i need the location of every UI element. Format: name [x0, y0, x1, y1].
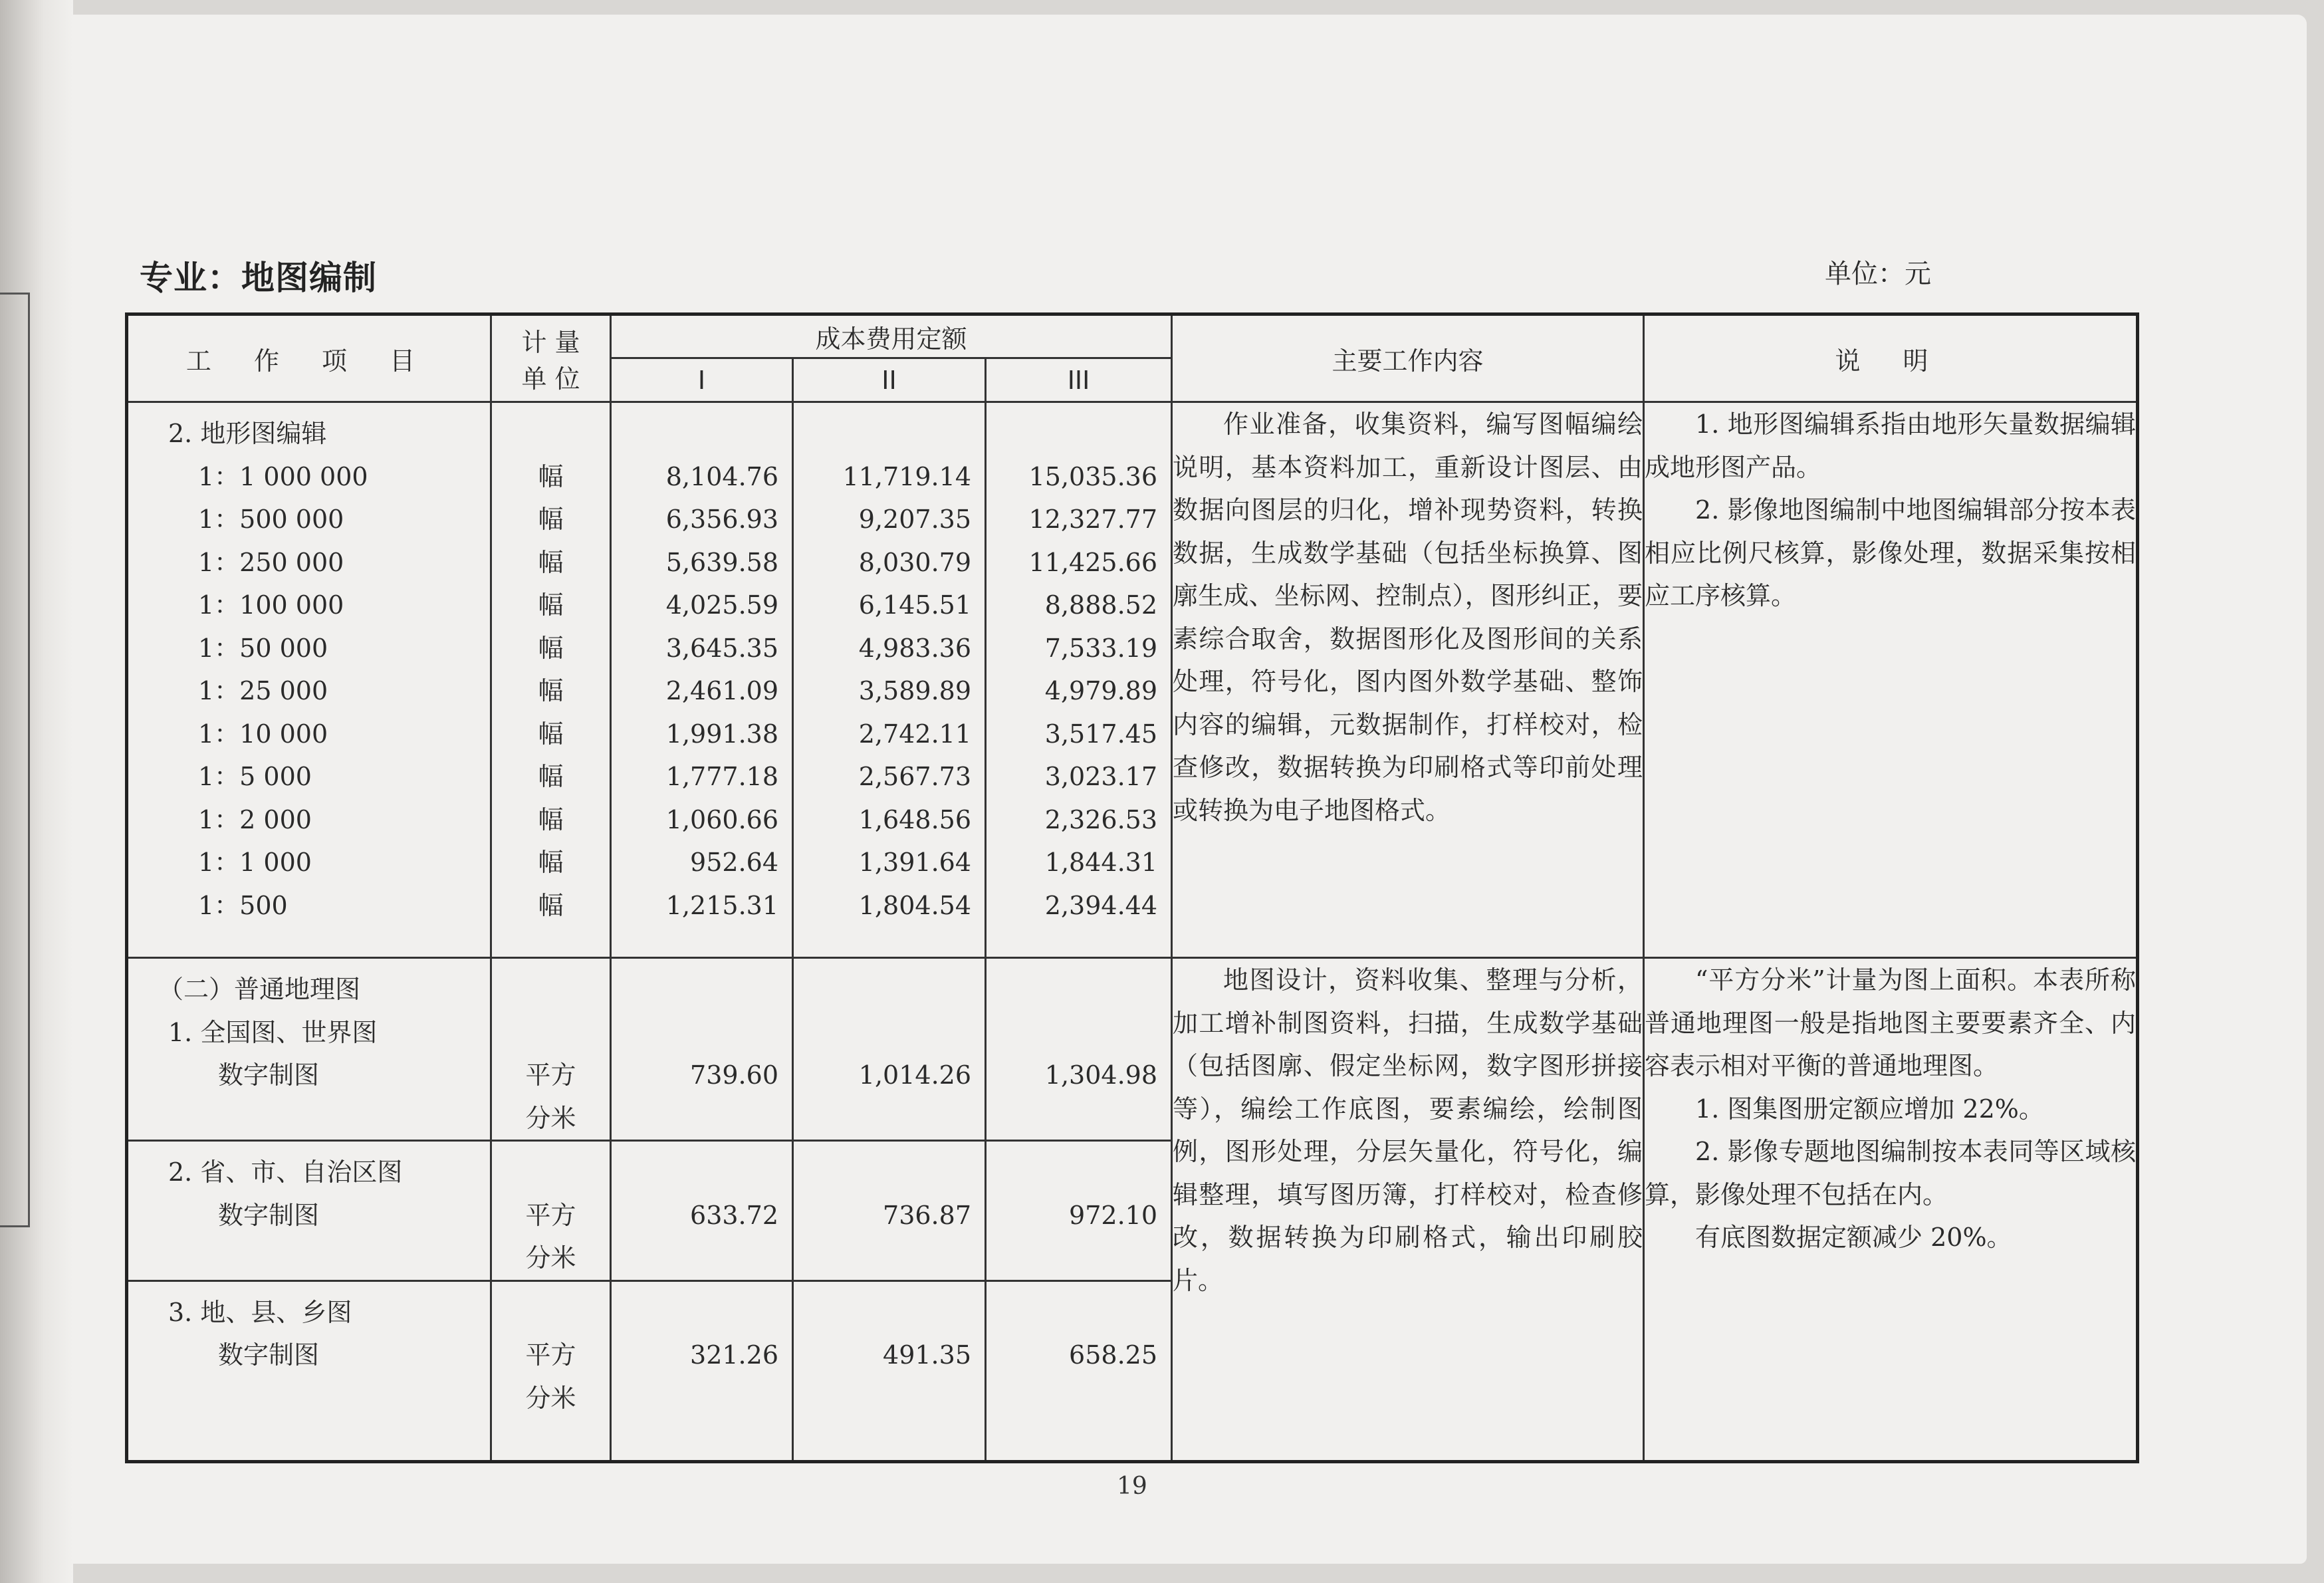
cost-cell: 8,104.76: [665, 461, 778, 491]
scale-cell: 1：50 000: [198, 633, 328, 663]
scale-cell: 1：5 000: [198, 762, 312, 791]
item-name: 3. 地、县、乡图: [168, 1297, 352, 1327]
scale-cell: 1：500 000: [198, 505, 344, 534]
page-title: 专业：地图编制: [140, 259, 377, 297]
cost-cell: 491.35: [883, 1340, 971, 1370]
header-cost: 成本费用定额: [611, 314, 1172, 358]
section1-units: [491, 402, 611, 958]
unit-cell: 幅: [538, 676, 564, 705]
binding-edge-line: [0, 293, 30, 1227]
cost-cell: 11,719.14: [842, 461, 971, 491]
header-note: 说 明: [1644, 314, 2138, 402]
section2-notes: [1644, 958, 2138, 1462]
cost-cell: 1,304.98: [1044, 1060, 1158, 1090]
cost-cell: 658.25: [1069, 1340, 1158, 1370]
scale-cell: 1：10 000: [198, 719, 328, 749]
cost-cell: 5,639.58: [665, 547, 778, 577]
unit-cell: 幅: [538, 719, 564, 749]
cost-cell: 6,145.51: [858, 590, 971, 620]
section1-level-iii: [986, 402, 1172, 958]
section2-row3-level-ii: [793, 1280, 986, 1461]
unit-cell: 幅: [538, 633, 564, 663]
note-paragraph: “平方分米”计量为图上面积。本表所称普通地理图一般是指地图主要要素齐全、内容表示相对平衡的普通地理图。: [1645, 965, 2137, 1080]
cost-cell: 1,060.66: [665, 804, 778, 834]
header-unit-top: 计 量: [521, 328, 580, 357]
note-paragraph: 1. 图集图册定额应增加 22%。: [1695, 1094, 2044, 1124]
unit-cell: 平方: [525, 1340, 576, 1370]
section2-row3-level-iii: [986, 1280, 1172, 1461]
scale-cell: 1：1 000: [198, 848, 312, 877]
binding-edge: [0, 0, 73, 1583]
section2-row2-level-ii: [793, 1141, 986, 1281]
cost-cell: 2,567.73: [858, 762, 971, 791]
unit-cell: 分米: [525, 1103, 576, 1133]
item-name-sub: 数字制图: [218, 1200, 320, 1230]
cost-cell: 972.10: [1069, 1200, 1158, 1230]
section2-row1-unit: [491, 958, 611, 1141]
section2-row1-level-i: [611, 958, 793, 1141]
cost-cell: 1,777.18: [665, 762, 778, 791]
cost-cell: 3,517.45: [1044, 719, 1158, 749]
section1-level-ii: [793, 402, 986, 958]
cost-cell: 2,742.11: [858, 719, 971, 749]
section1-items: [127, 402, 491, 958]
cost-cell: 739.60: [690, 1060, 778, 1090]
section1-notes: [1644, 402, 2138, 958]
page-number: 19: [1117, 1473, 1147, 1500]
unit-cell: 幅: [538, 590, 564, 620]
cost-cell: 1,391.64: [858, 848, 971, 877]
cost-cell: 1,014.26: [858, 1060, 971, 1090]
unit-label: 单位：元: [1825, 259, 1931, 289]
header-work: 主要工作内容: [1172, 314, 1644, 402]
unit-cell: 幅: [538, 804, 564, 834]
note-paragraph: 1. 地形图编辑系指由地形矢量数据编辑成地形图产品。: [1645, 410, 2137, 482]
unit-cell: 幅: [538, 547, 564, 577]
cost-cell: 15,035.36: [1028, 461, 1158, 491]
cost-cell: 2,326.53: [1044, 804, 1158, 834]
scale-cell: 1：2 000: [198, 804, 312, 834]
cost-cell: 12,327.77: [1028, 505, 1158, 534]
cost-cell: 4,983.36: [858, 633, 971, 663]
section2-row2-level-iii: [986, 1141, 1172, 1281]
cost-cell: 1,215.31: [665, 890, 778, 920]
item-name: 2. 省、市、自治区图: [168, 1157, 403, 1187]
scale-cell: 1：100 000: [198, 590, 344, 620]
cost-cell: 7,533.19: [1044, 633, 1158, 663]
unit-cell: 幅: [538, 762, 564, 791]
section2-row1-level-iii: [986, 958, 1172, 1141]
section1-level-i: [611, 402, 793, 958]
item-name-sub: 数字制图: [218, 1340, 320, 1370]
cost-cell: 8,030.79: [858, 547, 971, 577]
work-paragraph: 地图设计，资料收集、整理与分析，加工增补制图资料，扫描，生成数学基础（包括图廓、假定坐标网，数字图形拼接等），编绘工作底图，要素编绘，绘制图例，图形处理，分层矢量化，符号化，编辑整理，填写图历簿，打样校对，检查修改，数据转换为印刷格式，输出印刷胶片。: [1173, 965, 1643, 1295]
section1-title: 2. 地形图编辑: [168, 419, 327, 448]
cost-cell: 4,979.89: [1044, 676, 1158, 705]
note-paragraph: 有底图数据定额减少 20%。: [1695, 1223, 2012, 1252]
section2-row3-unit: [491, 1280, 611, 1461]
scale-cell: 1：250 000: [198, 547, 344, 577]
item-name: 1. 全国图、世界图: [168, 1017, 378, 1047]
section2-row2-level-i: [611, 1141, 793, 1281]
work-paragraph: 作业准备，收集资料，编写图幅编绘说明，基本资料加工，重新设计图层、由数据向图层的归化，增补现势资料，转换数据，生成数学基础（包括坐标换算、图廓生成、坐标网、控制点），图形纠正，要素综合取舍，数据图形化及图形间的关系处理，符号化，图内图外数学基础、整饰内容的编辑，元数据制作，打样校对，检查修改，数据转换为印刷格式等印前处理或转换为电子地图格式。: [1173, 410, 1643, 825]
scale-cell: 1：1 000 000: [198, 461, 368, 491]
cost-cell: 8,888.52: [1044, 590, 1158, 620]
unit-cell: 分米: [525, 1243, 576, 1273]
scale-cell: 1：500: [198, 890, 288, 920]
cost-cell: 321.26: [690, 1340, 778, 1370]
header-level-i: I: [611, 358, 793, 402]
item-name-sub: 数字制图: [218, 1060, 320, 1090]
header-level-iii: III: [986, 358, 1172, 402]
scale-cell: 1：25 000: [198, 676, 328, 705]
cost-cell: 3,589.89: [858, 676, 971, 705]
cost-cell: 2,394.44: [1044, 890, 1158, 920]
cost-cell: 6,356.93: [665, 505, 778, 534]
cost-cell: 11,425.66: [1028, 547, 1158, 577]
unit-cell: 平方: [525, 1060, 576, 1090]
header-item: 工 作 项 目: [127, 314, 491, 402]
unit-cell: 分米: [525, 1383, 576, 1413]
unit-cell: 幅: [538, 848, 564, 877]
section2-row1-level-ii: [793, 958, 986, 1141]
note-paragraph: 2. 影像专题地图编制按本表同等区域核算，影像处理不包括在内。: [1645, 1137, 2137, 1209]
note-paragraph: 2. 影像地图编制中地图编辑部分按本表相应比例尺核算，影像处理，数据采集按相应工序核算。: [1645, 495, 2137, 610]
cost-cell: 3,023.17: [1044, 762, 1158, 791]
cost-cell: 1,804.54: [858, 890, 971, 920]
cost-cell: 2,461.09: [665, 676, 778, 705]
section2-title: （二）普通地理图: [158, 975, 361, 1004]
cost-cell: 1,648.56: [858, 804, 971, 834]
header-unit-bottom: 单 位: [521, 364, 580, 394]
section2-row2-item: [127, 1141, 491, 1281]
header-unit: [491, 314, 611, 402]
cost-cell: 952.64: [690, 848, 778, 877]
section2-work-content: [1172, 958, 1644, 1462]
cost-cell: 633.72: [690, 1200, 778, 1230]
header-level-ii: II: [793, 358, 986, 402]
cost-cell: 4,025.59: [665, 590, 778, 620]
unit-cell: 幅: [538, 505, 564, 534]
cost-cell: 3,645.35: [665, 633, 778, 663]
section2-row3-item: [127, 1280, 491, 1461]
unit-cell: 幅: [538, 461, 564, 491]
section2-row3-level-i: [611, 1280, 793, 1461]
unit-cell: 幅: [538, 890, 564, 920]
cost-cell: 1,991.38: [665, 719, 778, 749]
section1-work-content: [1172, 402, 1644, 958]
section2-row2-unit: [491, 1141, 611, 1281]
section2-row1-item: [127, 958, 491, 1141]
unit-cell: 平方: [525, 1200, 576, 1230]
cost-cell: 1,844.31: [1044, 848, 1158, 877]
cost-quota-table: [125, 312, 2139, 1463]
cost-cell: 9,207.35: [858, 505, 971, 534]
cost-cell: 736.87: [883, 1200, 971, 1230]
